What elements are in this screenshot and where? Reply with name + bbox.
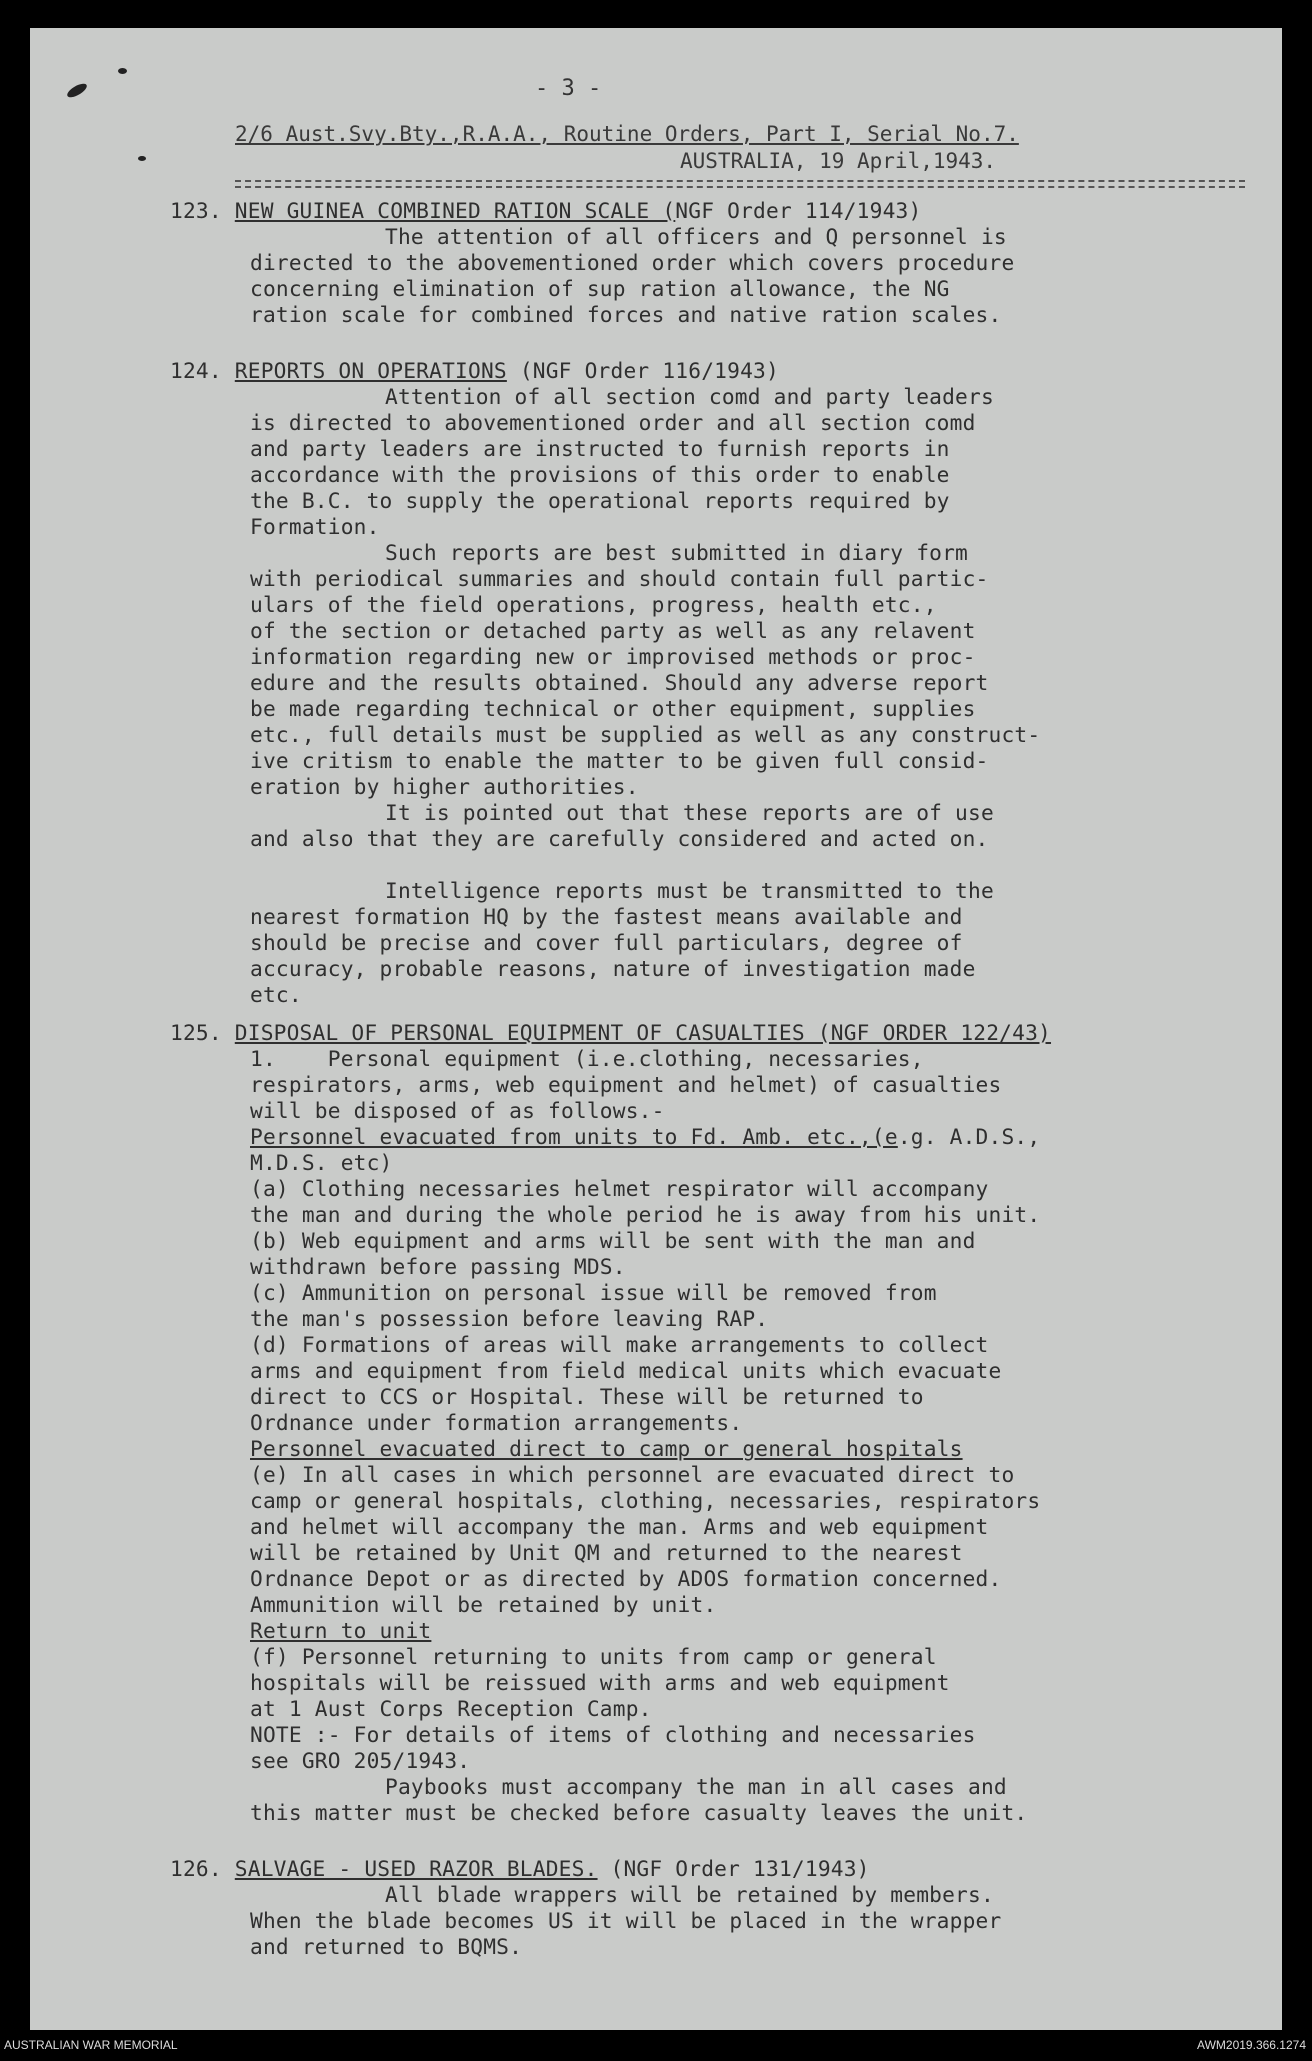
text-line: the man's possession before leaving RAP. xyxy=(250,1306,769,1331)
text-line: withdrawn before passing MDS. xyxy=(250,1254,626,1279)
text-line: ulars of the field operations, progress, health etc., xyxy=(250,592,937,617)
text-line: Personnel evacuated direct to camp or general hospitals xyxy=(250,1436,963,1461)
text-line: and party leaders are instructed to furnish reports in xyxy=(250,436,950,461)
text-line: see GRO 205/1943. xyxy=(250,1748,471,1773)
text-line: this matter must be checked before casualty leaves the unit. xyxy=(250,1800,1028,1825)
text-line: Personnel evacuated from units to Fd. Amb. etc.,(e.g. A.D.S., xyxy=(250,1124,1041,1149)
text-line: the B.C. to supply the operational reports required by xyxy=(250,488,950,513)
footer-accession: AWM2019.366.1274 xyxy=(1197,2038,1306,2052)
document-page xyxy=(30,28,1282,2030)
text-line: and returned to BQMS. xyxy=(250,1934,523,1959)
text-line: should be precise and cover full particulars, degree of xyxy=(250,930,963,955)
text-line: and also that they are carefully considered and acted on. xyxy=(250,826,989,851)
text-line: direct to CCS or Hospital. These will be returned to xyxy=(250,1384,924,1409)
text-line: ive critism to enable the matter to be given full consid- xyxy=(250,748,989,773)
text-line: arms and equipment from field medical units which evacuate xyxy=(250,1358,1002,1383)
text-line: eration by higher authorities. xyxy=(250,774,639,799)
text-line: It is pointed out that these reports are of use xyxy=(385,800,994,825)
text-line: accordance with the provisions of this order to enable xyxy=(250,462,950,487)
text-line: respirators, arms, web equipment and helmet) of casualties xyxy=(250,1072,1002,1097)
header-date: AUSTRALIA, 19 April,1943. xyxy=(680,149,997,173)
text-line: will be retained by Unit QM and returned to the nearest xyxy=(250,1540,963,1565)
text-line: edure and the results obtained. Should any adverse report xyxy=(250,670,989,695)
text-line: Ordnance under formation arrangements. xyxy=(250,1410,743,1435)
text-line: accuracy, probable reasons, nature of investigation made xyxy=(250,956,976,981)
text-line: Attention of all section comd and party leaders xyxy=(385,384,994,409)
text-line: be made regarding technical or other equipment, supplies xyxy=(250,696,976,721)
text-line: is directed to abovementioned order and all section comd xyxy=(250,410,976,435)
text-line: hospitals will be reissued with arms and web equipment xyxy=(250,1670,950,1695)
text-line: All blade wrappers will be retained by members. xyxy=(385,1882,994,1907)
text-line: and helmet will accompany the man. Arms and web equipment xyxy=(250,1514,989,1539)
text-line: (a) Clothing necessaries helmet respirator will accompany xyxy=(250,1176,989,1201)
text-line: (b) Web equipment and arms will be sent with the man and xyxy=(250,1228,976,1253)
text-line: 126. SALVAGE - USED RAZOR BLADES. (NGF Order 131/1943) xyxy=(170,1856,870,1881)
text-line: Return to unit xyxy=(250,1618,432,1643)
page-number: - 3 - xyxy=(535,76,602,101)
text-line: M.D.S. etc) xyxy=(250,1150,393,1175)
ink-smudge xyxy=(65,81,89,100)
text-line: will be disposed of as follows.- xyxy=(250,1098,665,1123)
text-line: ration scale for combined forces and native ration scales. xyxy=(250,302,1002,327)
header-title: 2/6 Aust.Svy.Bty.,R.A.A., Routine Orders, Part I, Serial No.7. xyxy=(235,122,1019,146)
text-line: 123. NEW GUINEA COMBINED RATION SCALE (NGF Order 114/1943) xyxy=(170,198,922,223)
header-rule xyxy=(235,180,1245,188)
text-line: with periodical summaries and should contain full partic- xyxy=(250,566,989,591)
text-line: at 1 Aust Corps Reception Camp. xyxy=(250,1696,652,1721)
text-line: 125. DISPOSAL OF PERSONAL EQUIPMENT OF CASUALTIES (NGF ORDER 122/43) xyxy=(170,1020,1052,1045)
footer-credit: AUSTRALIAN WAR MEMORIAL xyxy=(4,2038,178,2052)
ink-smudge xyxy=(118,68,127,74)
text-line: (c) Ammunition on personal issue will be removed from xyxy=(250,1280,937,1305)
text-line: Paybooks must accompany the man in all cases and xyxy=(385,1774,1007,1799)
text-line: etc., full details must be supplied as well as any construct- xyxy=(250,722,1041,747)
text-line: Ordnance Depot or as directed by ADOS formation concerned. xyxy=(250,1566,1002,1591)
text-line: concerning elimination of sup ration allowance, the NG xyxy=(250,276,950,301)
text-line: Formation. xyxy=(250,514,380,539)
text-line: Ammunition will be retained by unit. xyxy=(250,1592,717,1617)
ink-smudge xyxy=(138,156,146,161)
text-line: nearest formation HQ by the fastest means available and xyxy=(250,904,963,929)
text-line: etc. xyxy=(250,982,302,1007)
text-line: Intelligence reports must be transmitted to the xyxy=(385,878,994,903)
text-line: of the section or detached party as well as any relavent xyxy=(250,618,976,643)
text-line: 1. Personal equipment (i.e.clothing, necessaries, xyxy=(250,1046,924,1071)
text-line: the man and during the whole period he is away from his unit. xyxy=(250,1202,1041,1227)
text-line: information regarding new or improvised methods or proc- xyxy=(250,644,976,669)
text-line: (d) Formations of areas will make arrangements to collect xyxy=(250,1332,989,1357)
text-line: NOTE :- For details of items of clothing and necessaries xyxy=(250,1722,976,1747)
text-line: The attention of all officers and Q personnel is xyxy=(385,224,1007,249)
text-line: camp or general hospitals, clothing, necessaries, respirators xyxy=(250,1488,1041,1513)
text-line: directed to the abovementioned order which covers procedure xyxy=(250,250,1015,275)
text-line: 124. REPORTS ON OPERATIONS (NGF Order 116/1943) xyxy=(170,358,779,383)
text-line: Such reports are best submitted in diary form xyxy=(385,540,969,565)
text-line: When the blade becomes US it will be placed in the wrapper xyxy=(250,1908,1002,1933)
text-line: (f) Personnel returning to units from camp or general xyxy=(250,1644,937,1669)
text-line: (e) In all cases in which personnel are evacuated direct to xyxy=(250,1462,1015,1487)
